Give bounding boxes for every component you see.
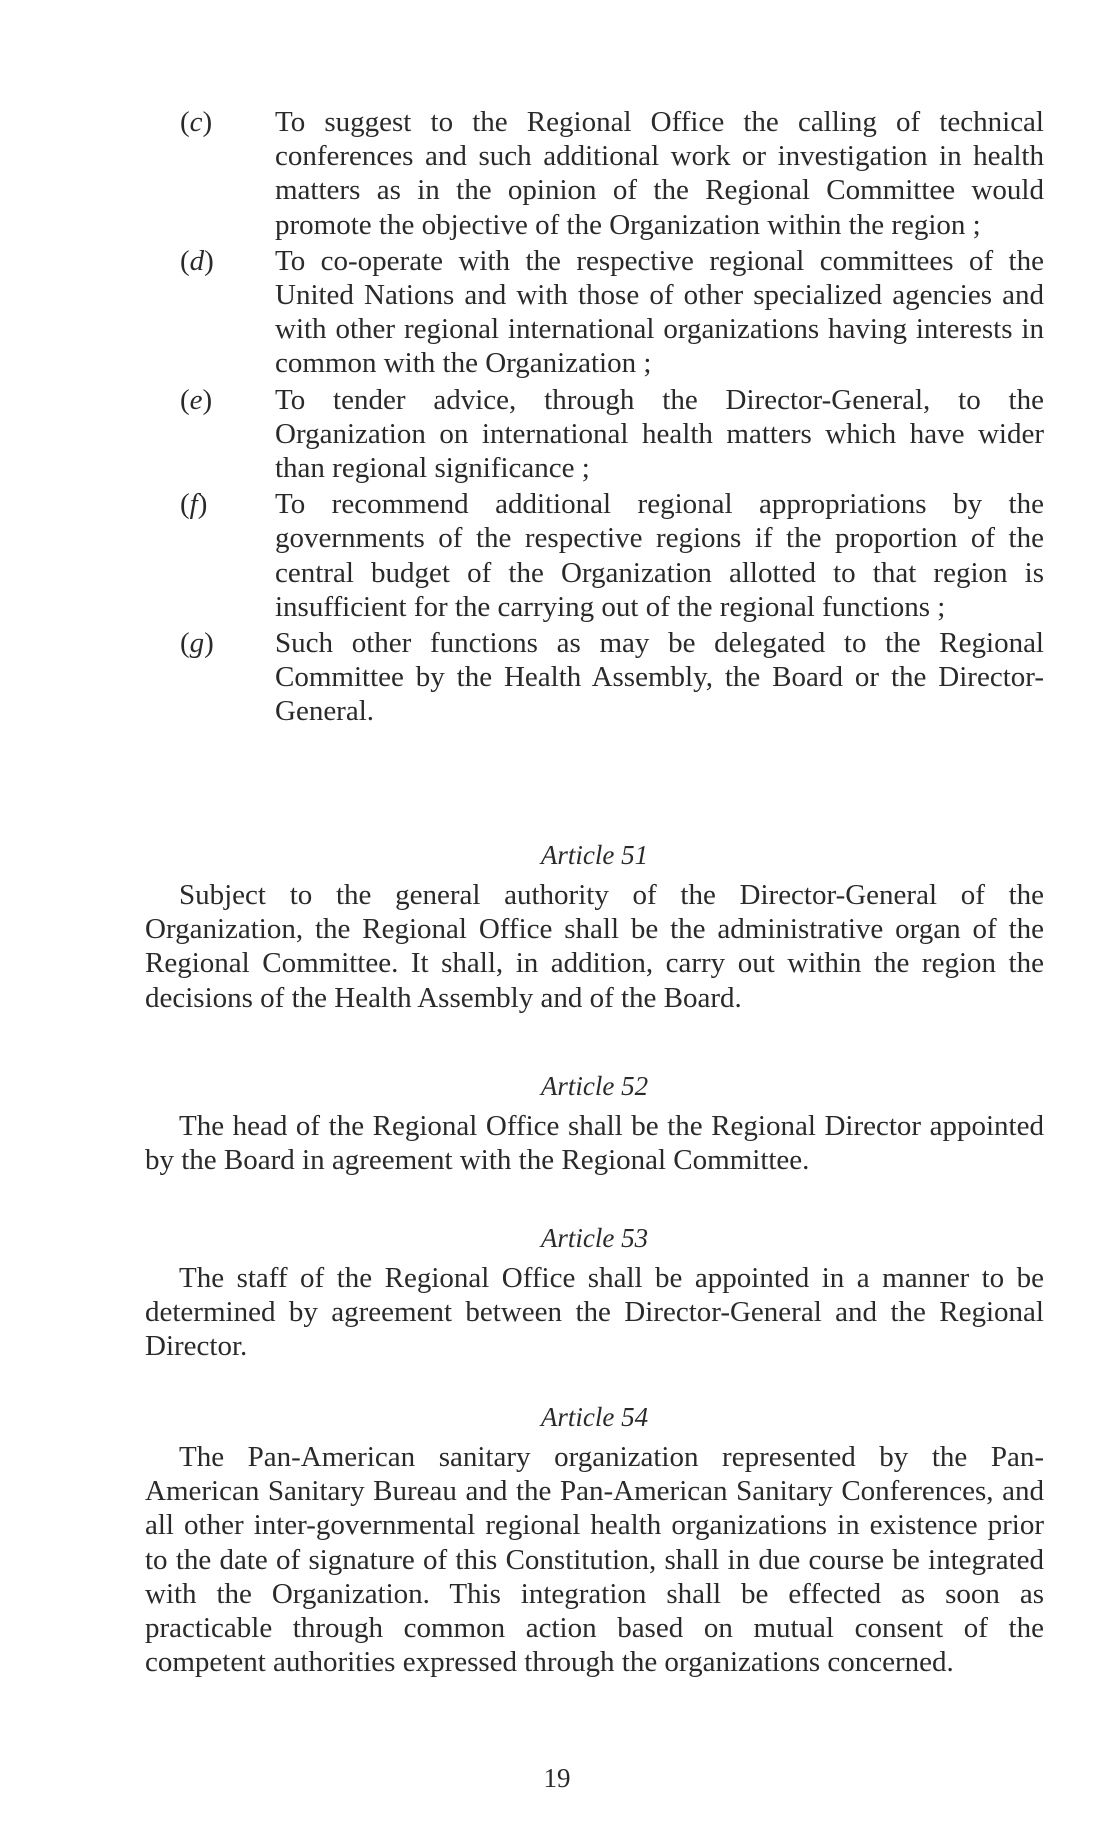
article-body: The head of the Regional Office shall be the Regional Director appointed by the Board in agreement with the Regional Committee. <box>145 1110 1044 1177</box>
function-list <box>180 105 1044 731</box>
article-51 <box>145 838 1044 1015</box>
list-item-d <box>180 244 1044 381</box>
article-body: The Pan-American sanitary organization represented by the Pan-American Sanitary Bureau and the Pan-American Sanitary Conferences, and all other inter-governmental regional health organizations in existence prior to the date of signature of this Constitution, shall in due course be integrated with the Organization. This integration shall be effected as soon as practicable through common action based on mutual consent of the competent authorities expressed through the organizations concerned. <box>145 1441 1044 1679</box>
item-label-g: (g) <box>180 627 214 660</box>
list-item-e <box>180 383 1044 486</box>
article-54 <box>145 1400 1044 1679</box>
page-number: 19 <box>543 1763 571 1793</box>
item-text-d: To co-operate with the respective regional committees of the United Nations and with those of other specialized agencies and with other regional international organizations having interests in common with the Organization ; <box>275 244 1044 380</box>
article-heading: Article 52 <box>540 1071 649 1101</box>
article-heading: Article 51 <box>540 840 649 870</box>
list-item-g <box>180 626 1044 729</box>
item-label-d: (d) <box>180 244 214 277</box>
article-52 <box>145 1069 1044 1177</box>
article-body: Subject to the general authority of the Director-General of the Organization, the Regional Office shall be the administrative organ of the Regional Committee. It shall, in addition, carry out within the region the decisions of the Health Assembly and of the Board. <box>145 879 1044 1014</box>
list-item-f <box>180 487 1044 624</box>
article-heading: Article 54 <box>540 1402 649 1432</box>
item-label-c: (c) <box>180 106 213 138</box>
article-body: The staff of the Regional Office shall be appointed in a manner to be determined by agreement between the Director-General and the Regional Director. <box>145 1262 1044 1363</box>
article-heading: Article 53 <box>540 1223 649 1253</box>
item-text-g: Such other functions as may be delegated to the Regional Committee by the Health Assembly, the Board or the Director-General. <box>275 627 1044 728</box>
item-text-f: To recommend additional regional appropriations by the governments of the respective regions if the proportion of the central budget of the Organization allotted to that region is insufficient for the carrying out of the regional functions ; <box>275 488 1044 623</box>
article-53 <box>145 1221 1044 1364</box>
item-label-f: (f) <box>180 488 208 521</box>
item-label-e: (e) <box>180 383 213 416</box>
item-text-c: To suggest to the Regional Office the calling of technical conferences and such additional work or investigation in health matters as in the opinion of the Regional Committee would promote the objective of the Organization within the region ; <box>275 106 1044 241</box>
list-item-c <box>180 105 1044 242</box>
item-text-e: To tender advice, through the Director-General, to the Organization on international health matters which have wider than regional significance ; <box>275 383 1044 485</box>
